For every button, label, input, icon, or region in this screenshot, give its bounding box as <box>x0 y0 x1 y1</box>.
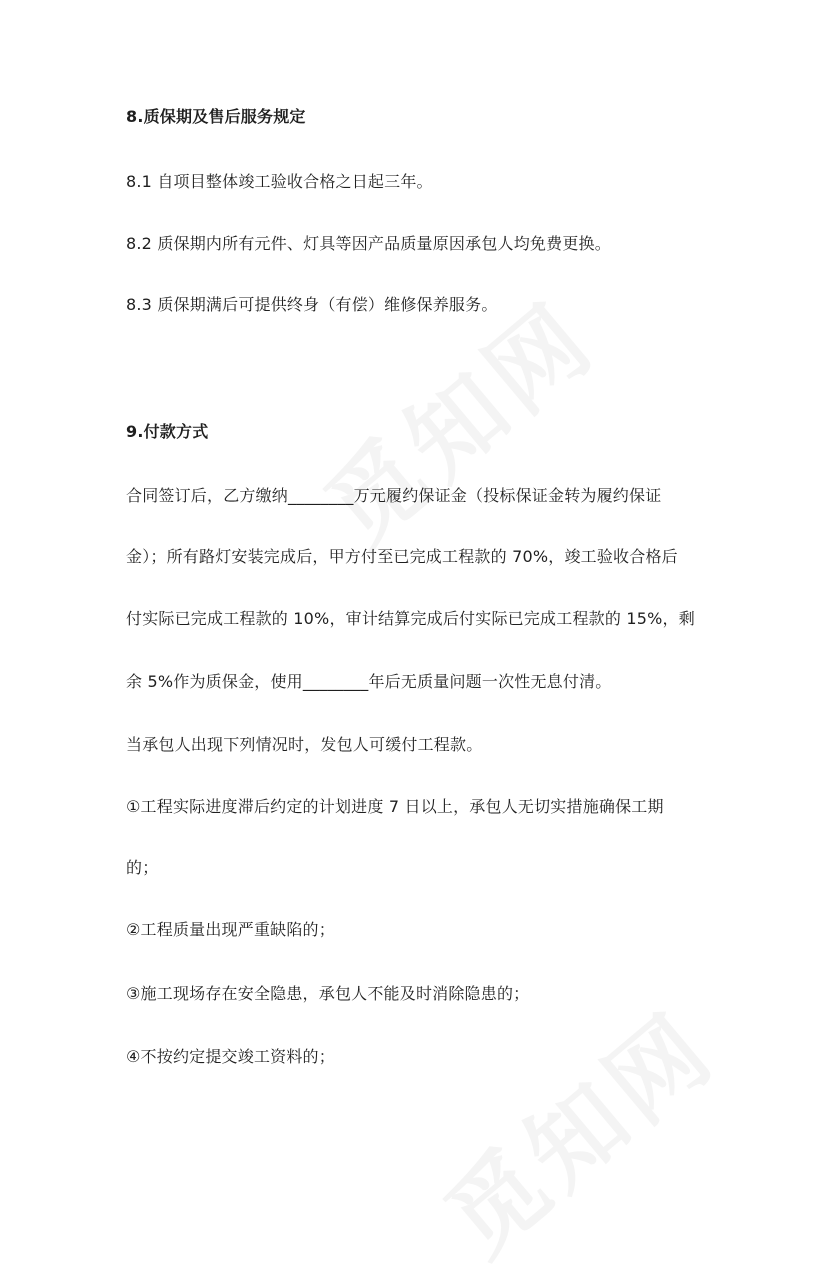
paragraph-line: 余 5%作为质保金，使用________年后无质量问题一次性无息付清。 <box>126 672 612 691</box>
condition-item: ④不按约定提交竣工资料的； <box>126 1047 335 1066</box>
condition-item-continued: 的； <box>126 858 159 877</box>
section-9-heading: 9.付款方式 <box>126 422 209 441</box>
section-8-heading: 8.质保期及售后服务规定 <box>126 107 306 126</box>
condition-item: ③施工现场存在安全隐患，承包人不能及时消除隐患的； <box>126 984 530 1003</box>
watermark <box>412 976 739 1281</box>
section-8-item: 8.2 质保期内所有元件、灯具等因产品质量原因承包人均免费更换。 <box>126 234 611 253</box>
paragraph-line: 金）；所有路灯安装完成后，甲方付至已完成工程款的 70%，竣工验收合格后 <box>126 547 678 566</box>
paragraph-line: 合同签订后，乙方缴纳________万元履约保证金（投标保证金转为履约保证 <box>126 486 662 505</box>
condition-item: ①工程实际进度滞后约定的计划进度 7 日以上，承包人无切实措施确保工期 <box>126 797 664 816</box>
condition-item: ②工程质量出现严重缺陷的； <box>126 920 335 939</box>
section-8-item: 8.3 质保期满后可提供终身（有偿）维修保养服务。 <box>126 295 498 314</box>
conditions-intro: 当承包人出现下列情况时，发包人可缓付工程款。 <box>126 735 483 754</box>
paragraph-line: 付实际已完成工程款的 10%，审计结算完成后付实际已完成工程款的 15%，剩 <box>126 609 695 628</box>
section-8-item: 8.1 自项目整体竣工验收合格之日起三年。 <box>126 172 433 191</box>
